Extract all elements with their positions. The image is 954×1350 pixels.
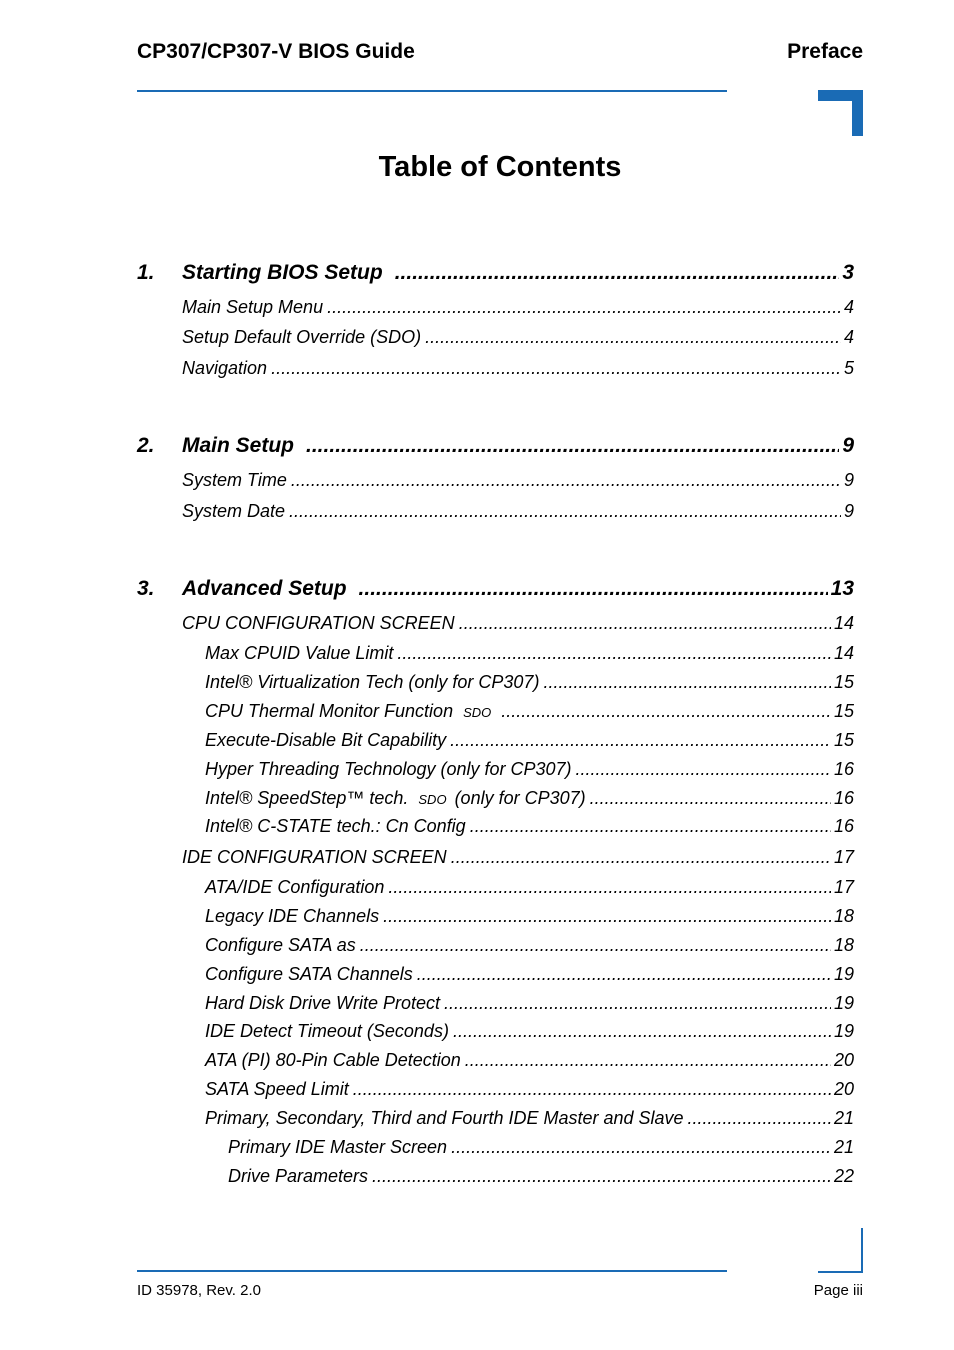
toc-entry-drive-parameters[interactable] <box>228 1166 854 1187</box>
toc-entry-label: System Date <box>182 501 286 521</box>
toc-leader <box>465 1050 831 1071</box>
toc-page-number: 4 <box>843 327 854 347</box>
toc-entry-label: System Time <box>182 470 287 490</box>
toc-page-number: 16 <box>833 816 854 836</box>
toc-entry-label: Configure SATA Channels <box>205 964 413 984</box>
toc-leader <box>397 643 831 664</box>
toc-entry-label: Intel® SpeedStep™ tech. <box>205 788 409 808</box>
sdo-marker: SDO <box>418 792 447 807</box>
toc-entry-label: Max CPUID Value Limit <box>205 643 394 663</box>
toc-leader <box>417 964 831 985</box>
toc-entry-sata-speed-limit[interactable] <box>205 1079 854 1100</box>
toc-leader <box>353 1079 831 1100</box>
document-id: ID 35978, Rev. 2.0 <box>137 1282 261 1299</box>
toc-entry-label: Intel® C-STATE tech.: Cn Config <box>205 816 466 836</box>
toc-leader <box>306 434 839 458</box>
toc-entry-label: Legacy IDE Channels <box>205 906 380 926</box>
toc-chapter-advanced-setup[interactable] <box>182 577 854 601</box>
toc-leader <box>395 261 840 285</box>
toc-chapter-title: Starting BIOS Setup <box>182 261 383 284</box>
toc-page-number: 15 <box>833 672 854 692</box>
toc-entry-cpu-thermal-monitor[interactable] <box>205 701 854 722</box>
toc-entry-label: ATA/IDE Configuration <box>205 877 385 897</box>
toc-page-number: 22 <box>833 1166 854 1186</box>
toc-leader <box>590 788 831 809</box>
toc-leader <box>360 935 831 956</box>
toc-entry-system-date[interactable] <box>182 501 854 522</box>
toc-page-number: 18 <box>833 906 854 926</box>
toc-leader <box>453 1021 831 1042</box>
toc-page-number: 20 <box>833 1079 854 1099</box>
toc-chapter-title: Main Setup <box>182 434 295 457</box>
toc-entry-label: CPU CONFIGURATION SCREEN <box>182 613 455 633</box>
toc-leader <box>372 1166 831 1187</box>
toc-page-number: 19 <box>833 993 854 1013</box>
toc-page-number: 9 <box>842 434 854 457</box>
toc-page-number: 16 <box>833 788 854 808</box>
toc-entry-label: IDE Detect Timeout (Seconds) <box>205 1021 449 1041</box>
toc-leader <box>444 993 831 1014</box>
corner-mark-top <box>818 90 863 136</box>
toc-page-number: 19 <box>833 964 854 984</box>
sdo-marker: SDO <box>463 705 492 720</box>
document-title: CP307/CP307-V BIOS Guide <box>137 40 415 63</box>
toc-entry-ide-master-slave[interactable] <box>205 1108 854 1129</box>
toc-entry-hyper-threading[interactable] <box>205 759 854 780</box>
toc-entry-ide-configuration-screen[interactable] <box>182 847 854 868</box>
toc-leader <box>451 1137 831 1158</box>
toc-page-number: 9 <box>843 470 854 490</box>
toc-entry-label: IDE CONFIGURATION SCREEN <box>182 847 447 867</box>
toc-leader <box>359 577 828 601</box>
toc-entry-legacy-ide-channels[interactable] <box>205 906 854 927</box>
toc-entry-speedstep[interactable] <box>205 788 854 809</box>
toc-entry-setup-default-override[interactable] <box>182 327 854 348</box>
chapter-number: 1. <box>137 261 155 284</box>
toc-entry-virtualization-tech[interactable] <box>205 672 854 693</box>
toc-page-number: 14 <box>833 613 854 633</box>
toc-leader <box>388 877 831 898</box>
toc-entry-ata-80-pin-cable[interactable] <box>205 1050 854 1071</box>
toc-entry-label: CPU Thermal Monitor Function <box>205 701 454 721</box>
corner-mark-bottom <box>818 1228 863 1273</box>
toc-page-number: 17 <box>833 847 854 867</box>
section-name: Preface <box>787 40 863 63</box>
chapter-number: 2. <box>137 434 155 457</box>
toc-entry-label: Hyper Threading Technology (only for CP307) <box>205 759 572 779</box>
toc-entry-ata-ide-configuration[interactable] <box>205 877 854 898</box>
toc-page-number: 19 <box>833 1021 854 1041</box>
toc-entry-label: Hard Disk Drive Write Protect <box>205 993 441 1013</box>
toc-entry-cpu-configuration-screen[interactable] <box>182 613 854 634</box>
toc-leader <box>450 730 831 751</box>
toc-page-number: 15 <box>833 730 854 750</box>
toc-entry-label: Setup Default Override (SDO) <box>182 327 422 347</box>
toc-entry-configure-sata-channels[interactable] <box>205 964 854 985</box>
toc-page-number: 15 <box>833 701 854 721</box>
toc-page-number: 17 <box>833 877 854 897</box>
toc-page-number: 5 <box>843 358 854 378</box>
toc-leader <box>459 613 831 634</box>
toc-entry-label: Navigation <box>182 358 268 378</box>
toc-entry-configure-sata-as[interactable] <box>205 935 854 956</box>
toc-page-number: 20 <box>833 1050 854 1070</box>
toc-chapter-main-setup[interactable] <box>182 434 854 458</box>
toc-entry-ide-detect-timeout[interactable] <box>205 1021 854 1042</box>
toc-title: Table of Contents <box>378 151 622 183</box>
page-number: Page iii <box>813 1282 863 1299</box>
toc-entry-suffix: (only for CP307) <box>454 788 586 808</box>
toc-entry-c-state[interactable] <box>205 816 854 837</box>
toc-page-number: 4 <box>843 297 854 317</box>
toc-leader <box>451 847 831 868</box>
toc-entry-label: SATA Speed Limit <box>205 1079 349 1099</box>
toc-entry-system-time[interactable] <box>182 470 854 491</box>
toc-entry-label: Drive Parameters <box>228 1166 369 1186</box>
toc-page-number: 9 <box>843 501 854 521</box>
toc-entry-primary-ide-master-screen[interactable] <box>228 1137 854 1158</box>
toc-entry-label: Primary IDE Master Screen <box>228 1137 448 1157</box>
toc-page-number: 3 <box>842 261 854 284</box>
toc-leader <box>291 470 841 491</box>
toc-page-number: 21 <box>833 1108 854 1128</box>
toc-leader <box>576 759 831 780</box>
footer-rule <box>137 1270 727 1272</box>
toc-page-number: 18 <box>833 935 854 955</box>
toc-entry-main-setup-menu[interactable] <box>182 297 854 318</box>
header-rule <box>137 90 727 92</box>
toc-entry-label: Primary, Secondary, Third and Fourth IDE Master and Slave <box>205 1108 684 1128</box>
toc-chapter-starting-bios-setup[interactable] <box>182 261 854 285</box>
toc-leader <box>501 701 831 722</box>
toc-leader <box>383 906 831 927</box>
toc-page-number: 21 <box>833 1137 854 1157</box>
toc-entry-max-cpuid[interactable] <box>205 643 854 664</box>
toc-page-number: 13 <box>830 577 854 600</box>
toc-page-number: 14 <box>833 643 854 663</box>
toc-entry-label: Main Setup Menu <box>182 297 324 317</box>
toc-leader <box>425 327 841 348</box>
chapter-number: 3. <box>137 577 155 600</box>
toc-page-number: 16 <box>833 759 854 779</box>
toc-entry-label: ATA (PI) 80-Pin Cable Detection <box>205 1050 461 1070</box>
toc-entry-label: Intel® Virtualization Tech (only for CP307) <box>205 672 540 692</box>
toc-leader <box>543 672 831 693</box>
toc-leader <box>271 358 841 379</box>
toc-entry-execute-disable-bit[interactable] <box>205 730 854 751</box>
toc-leader <box>289 501 841 522</box>
toc-entry-label: Execute-Disable Bit Capability <box>205 730 447 750</box>
toc-chapter-title: Advanced Setup <box>182 577 347 600</box>
toc-entry-navigation[interactable] <box>182 358 854 379</box>
toc-leader <box>470 816 831 837</box>
toc-leader <box>688 1108 831 1129</box>
toc-leader <box>327 297 841 318</box>
toc-entry-hdd-write-protect[interactable] <box>205 993 854 1014</box>
toc-entry-label: Configure SATA as <box>205 935 356 955</box>
